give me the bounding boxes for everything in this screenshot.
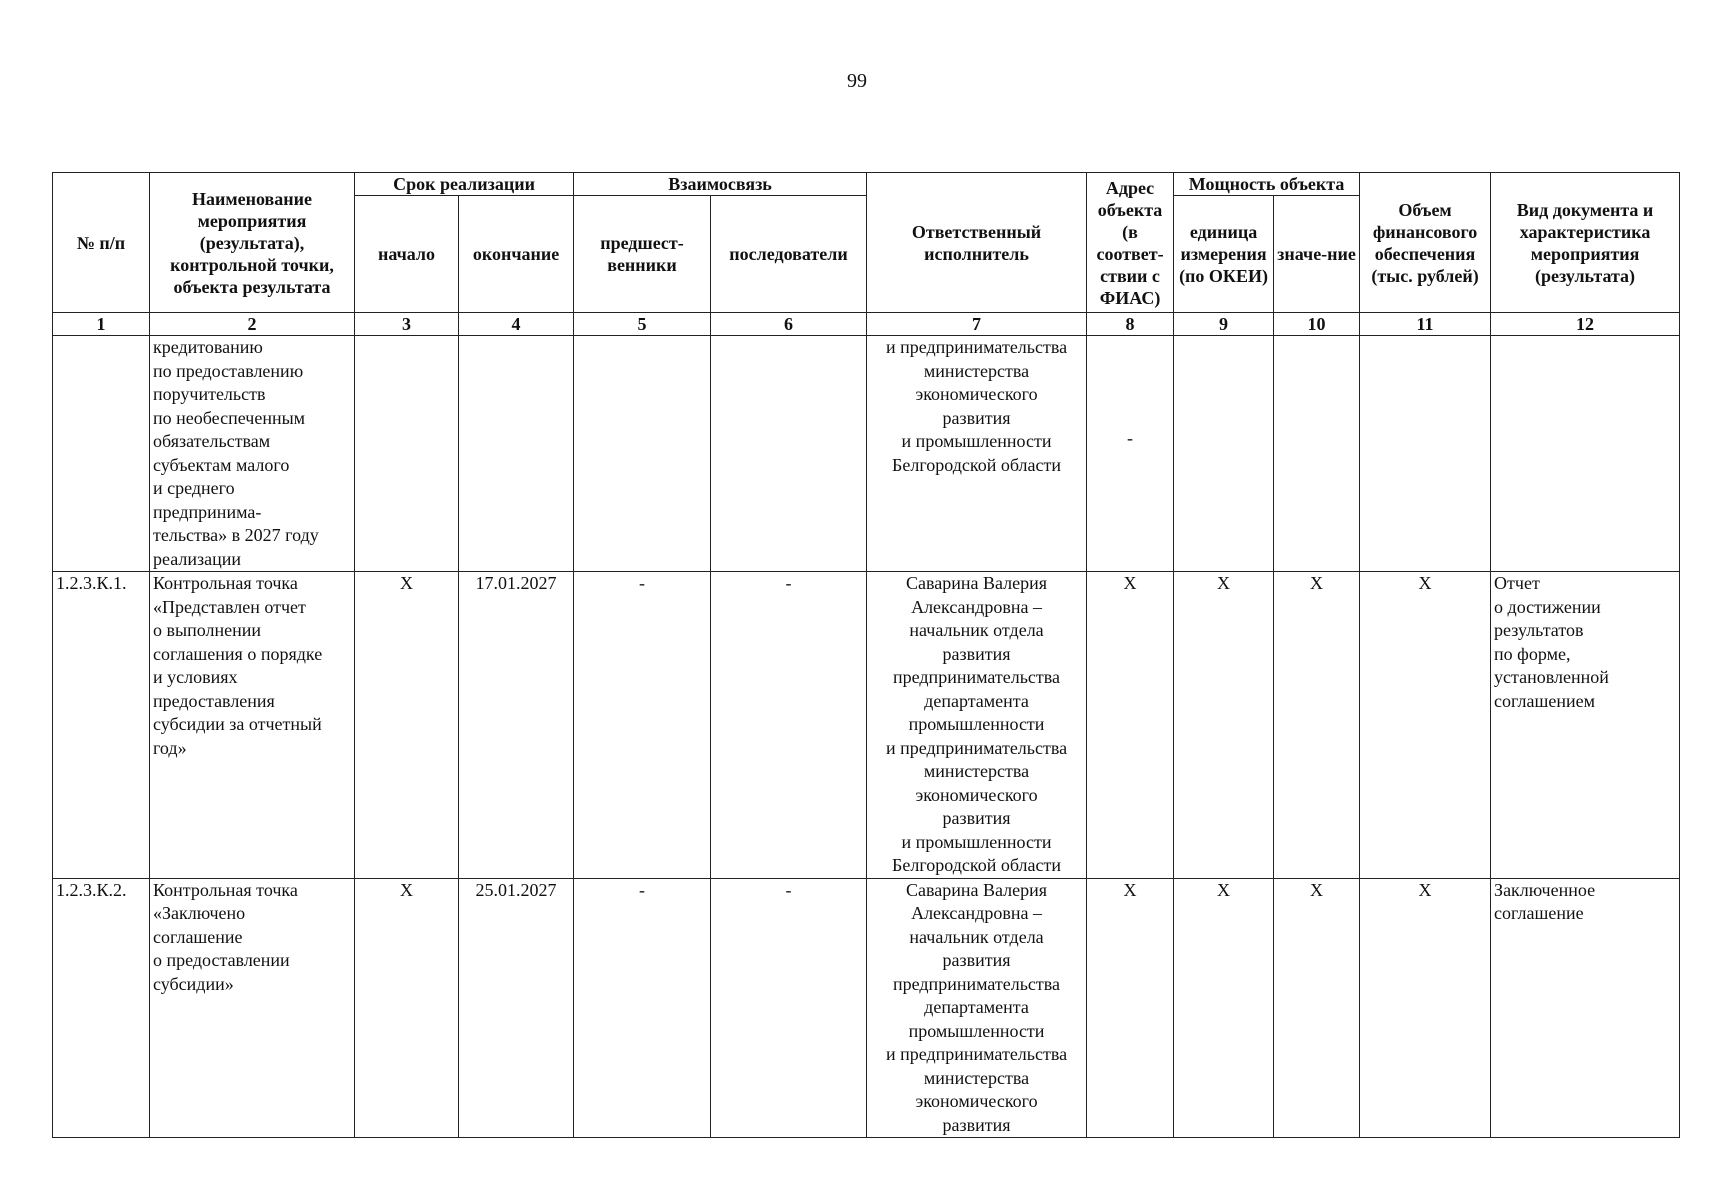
- cell-start: X: [355, 572, 459, 879]
- text-line: предоставления: [153, 690, 275, 711]
- cell-value: X: [1274, 572, 1360, 879]
- text-line: Контрольная точка: [153, 879, 298, 900]
- text-line: год»: [153, 737, 187, 758]
- text-line: министерства: [923, 761, 1030, 781]
- cell-start: [355, 336, 459, 572]
- table-row: [53, 878, 1680, 1138]
- header-predecessors: предшест-венники: [574, 196, 711, 313]
- cell-unit: [1174, 336, 1274, 572]
- cell-finance: X: [1360, 572, 1491, 879]
- text-line: о предоставлении: [153, 950, 290, 970]
- column-number: 5: [574, 313, 711, 336]
- text-line: и условиях: [153, 667, 238, 687]
- text-line: начальник отдела: [909, 620, 1044, 640]
- cell-end: [459, 336, 574, 572]
- cell-predecessors: -: [574, 572, 711, 879]
- column-number: 8: [1087, 313, 1174, 336]
- column-number: 3: [355, 313, 459, 336]
- cell-value: [1274, 336, 1360, 572]
- cell-address: -: [1087, 336, 1174, 572]
- header-unit: единица измерения (по ОКЕИ): [1174, 196, 1274, 313]
- page-number: 99: [847, 70, 867, 92]
- text-line: по необеспеченным: [153, 407, 306, 428]
- cell-doc: [1491, 336, 1680, 572]
- header-start: начало: [355, 196, 459, 313]
- column-number: 7: [867, 313, 1087, 336]
- text-line: развития: [942, 643, 1011, 664]
- text-line: развития: [942, 808, 1011, 828]
- cell-responsible: [867, 572, 1087, 879]
- header-responsible: Ответственный исполнитель: [867, 173, 1087, 313]
- text-line: субъектам малого: [153, 454, 290, 475]
- text-line: Контрольная точка: [153, 573, 298, 593]
- text-line: и промышленности: [901, 431, 1052, 451]
- text-line: и предпринимательства: [885, 337, 1068, 357]
- cell-name: [150, 878, 355, 1138]
- column-numbers-row: [53, 313, 1680, 336]
- cell-address: X: [1087, 572, 1174, 879]
- cell-end: 17.01.2027: [459, 572, 574, 879]
- text-line: кредитованию: [153, 337, 263, 357]
- text-line: соглашения о порядке: [153, 643, 323, 664]
- text-line: Александровна –: [911, 596, 1042, 617]
- text-line: и предпринимательства: [885, 737, 1068, 758]
- cell-unit: X: [1174, 572, 1274, 879]
- text-line: «Заключено: [153, 903, 246, 923]
- text-line: реализации: [153, 548, 241, 569]
- cell-finance: [1360, 336, 1491, 572]
- cell-name: [150, 572, 355, 879]
- text-line: и промышленности: [901, 831, 1052, 852]
- cell-predecessors: -: [574, 878, 711, 1138]
- text-line: Саварина Валерия: [906, 879, 1048, 900]
- column-number: 4: [459, 313, 574, 336]
- text-line: субсидии за отчетный: [153, 714, 322, 734]
- cell-num: 1.2.3.К.1.: [53, 572, 150, 879]
- text-line: предпринимательства: [893, 973, 1061, 994]
- cell-predecessors: [574, 336, 711, 572]
- cell-doc: [1491, 572, 1680, 879]
- column-number: 12: [1491, 313, 1680, 336]
- table-row: [53, 572, 1680, 879]
- plan-table-body: [53, 336, 1680, 1138]
- text-line: предпринимательства: [893, 667, 1061, 687]
- cell-responsible: [867, 336, 1087, 572]
- text-line: соглашение: [153, 926, 243, 947]
- column-number: 9: [1174, 313, 1274, 336]
- text-line: экономического: [915, 1091, 1038, 1111]
- cell-unit: X: [1174, 878, 1274, 1138]
- header-capacity: Мощность объекта: [1174, 173, 1360, 196]
- text-line: департамента: [924, 690, 1029, 711]
- text-line: министерства: [923, 1067, 1030, 1088]
- text-line: субсидии»: [153, 973, 234, 994]
- cell-responsible: [867, 878, 1087, 1138]
- cell-doc: [1491, 878, 1680, 1138]
- header-value: значе-ние: [1274, 196, 1360, 313]
- cell-successors: -: [711, 572, 867, 879]
- cell-num: [53, 336, 150, 572]
- column-number: 1: [53, 313, 150, 336]
- header-period: Срок реализации: [355, 173, 574, 196]
- table-row: [53, 336, 1680, 572]
- text-line: Белгородской области: [892, 855, 1062, 875]
- text-line: экономического: [915, 384, 1038, 404]
- text-line: по предоставлению: [153, 360, 304, 381]
- cell-successors: [711, 336, 867, 572]
- header-relation: Взаимосвязь: [574, 173, 867, 196]
- text-line: министерства: [923, 360, 1030, 381]
- text-line: Белгородской области: [892, 454, 1062, 475]
- cell-finance: X: [1360, 878, 1491, 1138]
- text-line: о достижении: [1494, 596, 1601, 617]
- header-num: № п/п: [53, 173, 150, 313]
- header-finance: Объем финансового обеспечения (тыс. рублей): [1360, 173, 1491, 313]
- cell-address: X: [1087, 878, 1174, 1138]
- text-line: развития: [942, 407, 1011, 428]
- text-line: тельства» в 2027 году: [153, 525, 319, 545]
- header-end: окончание: [459, 196, 574, 313]
- text-line: по форме,: [1494, 643, 1571, 664]
- text-line: соглашением: [1494, 690, 1595, 711]
- text-line: «Представлен отчет: [153, 596, 306, 617]
- text-line: начальник отдела: [909, 926, 1044, 947]
- text-line: обязательствам: [153, 431, 271, 451]
- column-number: 2: [150, 313, 355, 336]
- text-line: развития: [942, 1114, 1011, 1135]
- header-doc-type: Вид документа и характеристика мероприятия (результата): [1491, 173, 1680, 313]
- cell-start: X: [355, 878, 459, 1138]
- text-line: Отчет: [1494, 573, 1540, 593]
- text-line: о выполнении: [153, 620, 261, 640]
- text-line: поручительств: [153, 384, 266, 404]
- text-line: промышленности: [908, 714, 1045, 734]
- column-number: 11: [1360, 313, 1491, 336]
- text-line: и предпринимательства: [885, 1044, 1068, 1064]
- text-line: результатов: [1494, 620, 1584, 640]
- text-line: департамента: [924, 997, 1029, 1017]
- cell-name: [150, 336, 355, 572]
- cell-end: 25.01.2027: [459, 878, 574, 1138]
- cell-value: X: [1274, 878, 1360, 1138]
- text-line: Александровна –: [911, 903, 1042, 923]
- cell-num: 1.2.3.К.2.: [53, 878, 150, 1138]
- header-successors: последователи: [711, 196, 867, 313]
- column-number: 6: [711, 313, 867, 336]
- text-line: установленной: [1494, 667, 1609, 687]
- plan-table: [52, 172, 1680, 1138]
- text-line: экономического: [915, 784, 1038, 805]
- cell-successors: -: [711, 878, 867, 1138]
- header-address: Адрес объекта (в соответ-ствии с ФИАС): [1087, 173, 1174, 313]
- text-line: Заключенное: [1494, 879, 1596, 900]
- header-name: Наименование мероприятия (результата), контрольной точки, объекта результата: [150, 173, 355, 313]
- text-line: предпринима-: [153, 501, 262, 522]
- text-line: Саварина Валерия: [906, 573, 1048, 593]
- text-line: развития: [942, 950, 1011, 970]
- column-number: 10: [1274, 313, 1360, 336]
- text-line: соглашение: [1494, 903, 1584, 923]
- text-line: и среднего: [153, 478, 235, 498]
- text-line: промышленности: [908, 1020, 1045, 1041]
